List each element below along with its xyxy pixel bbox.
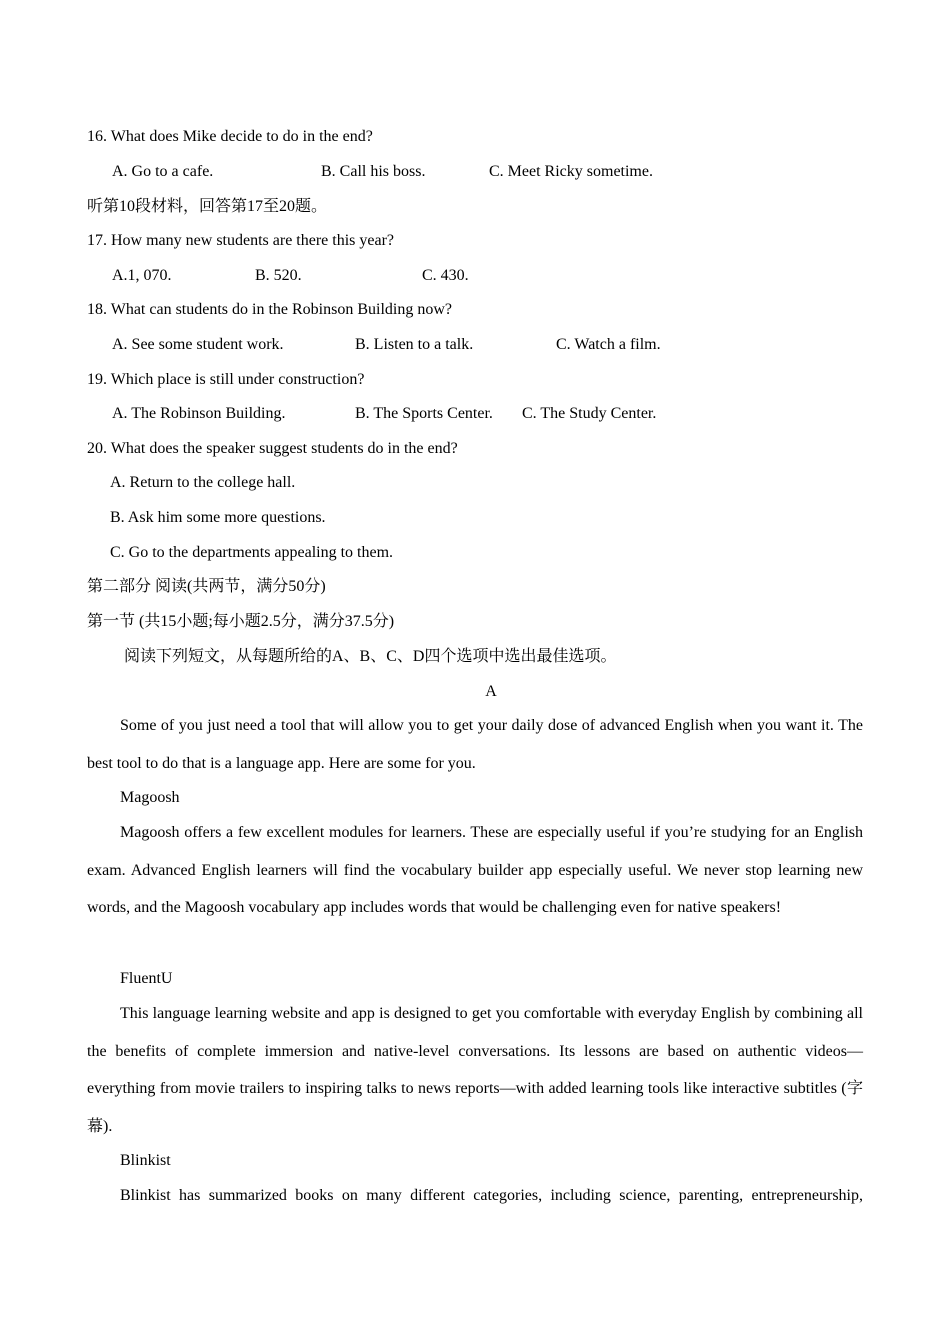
q18-option-c: C. Watch a film. <box>556 336 661 353</box>
reading-instruction: 阅读下列短文，从每题所给的A、B、C、D四个选项中选出最佳选项。 <box>124 648 617 665</box>
q20-option-b: B. Ask him some more questions. <box>110 509 326 526</box>
app-text-fluentu: This language learning website and app is designed to get you comfortable with everyday English by combining all the benefits of complete immersion and native-level conversations. Its lessons are based on authentic videos—everything from movie trailers to inspiring talks to news reports—with added learning tools like interactive subtitles (字幕). <box>87 1005 863 1135</box>
question-18: 18. What can students do in the Robinson Building now? <box>87 301 453 318</box>
question-16: 16. What does Mike decide to do in the end? <box>87 128 373 145</box>
q20-option-a: A. Return to the college hall. <box>110 474 296 491</box>
app-heading-magoosh: Magoosh <box>120 789 180 806</box>
passage-intro: Some of you just need a tool that will allow you to get your daily dose of advanced English when you want it. The best tool to do that is a language app. Here are some for you. <box>87 717 863 772</box>
part-two-title: 第二部分 阅读(共两节，满分50分) <box>87 578 326 595</box>
section-10-instruction: 听第10段材料，回答第17至20题。 <box>87 198 328 215</box>
q18-option-a: A. See some student work. <box>112 336 284 353</box>
q20-option-c: C. Go to the departments appealing to them. <box>110 544 394 561</box>
q19-option-a: A. The Robinson Building. <box>112 405 286 422</box>
question-19: 19. Which place is still under construction? <box>87 371 365 388</box>
app-heading-blinkist: Blinkist <box>120 1152 171 1169</box>
question-17: 17. How many new students are there this year? <box>87 232 395 249</box>
q19-option-b: B. The Sports Center. <box>355 405 493 422</box>
q19-option-c: C. The Study Center. <box>522 405 657 422</box>
question-20: 20. What does the speaker suggest students do in the end? <box>87 440 458 457</box>
q17-option-a: A.1, 070. <box>112 267 172 284</box>
q17-option-b: B. 520. <box>255 267 302 284</box>
q17-option-c: C. 430. <box>422 267 469 284</box>
q16-option-c: C. Meet Ricky sometime. <box>489 163 653 180</box>
app-text-blinkist: Blinkist has summarized books on many different categories, including science, parenting, entrepreneurship, <box>120 1187 863 1204</box>
section-one-title: 第一节 (共15小题;每小题2.5分，满分37.5分) <box>87 613 395 630</box>
app-text-magoosh: Magoosh offers a few excellent modules for learners. These are especially useful if you’re studying for an English exam. Advanced English learners will find the vocabulary builder app especially useful. We never stop learning new words, and the Magoosh vocabulary app includes words that would be challenging even for native speakers! <box>87 824 863 917</box>
q16-option-b: B. Call his boss. <box>321 163 426 180</box>
app-heading-fluentu: FluentU <box>120 970 173 987</box>
q18-option-b: B. Listen to a talk. <box>355 336 474 353</box>
q16-option-a: A. Go to a cafe. <box>112 163 214 180</box>
passage-label: A <box>485 683 497 700</box>
